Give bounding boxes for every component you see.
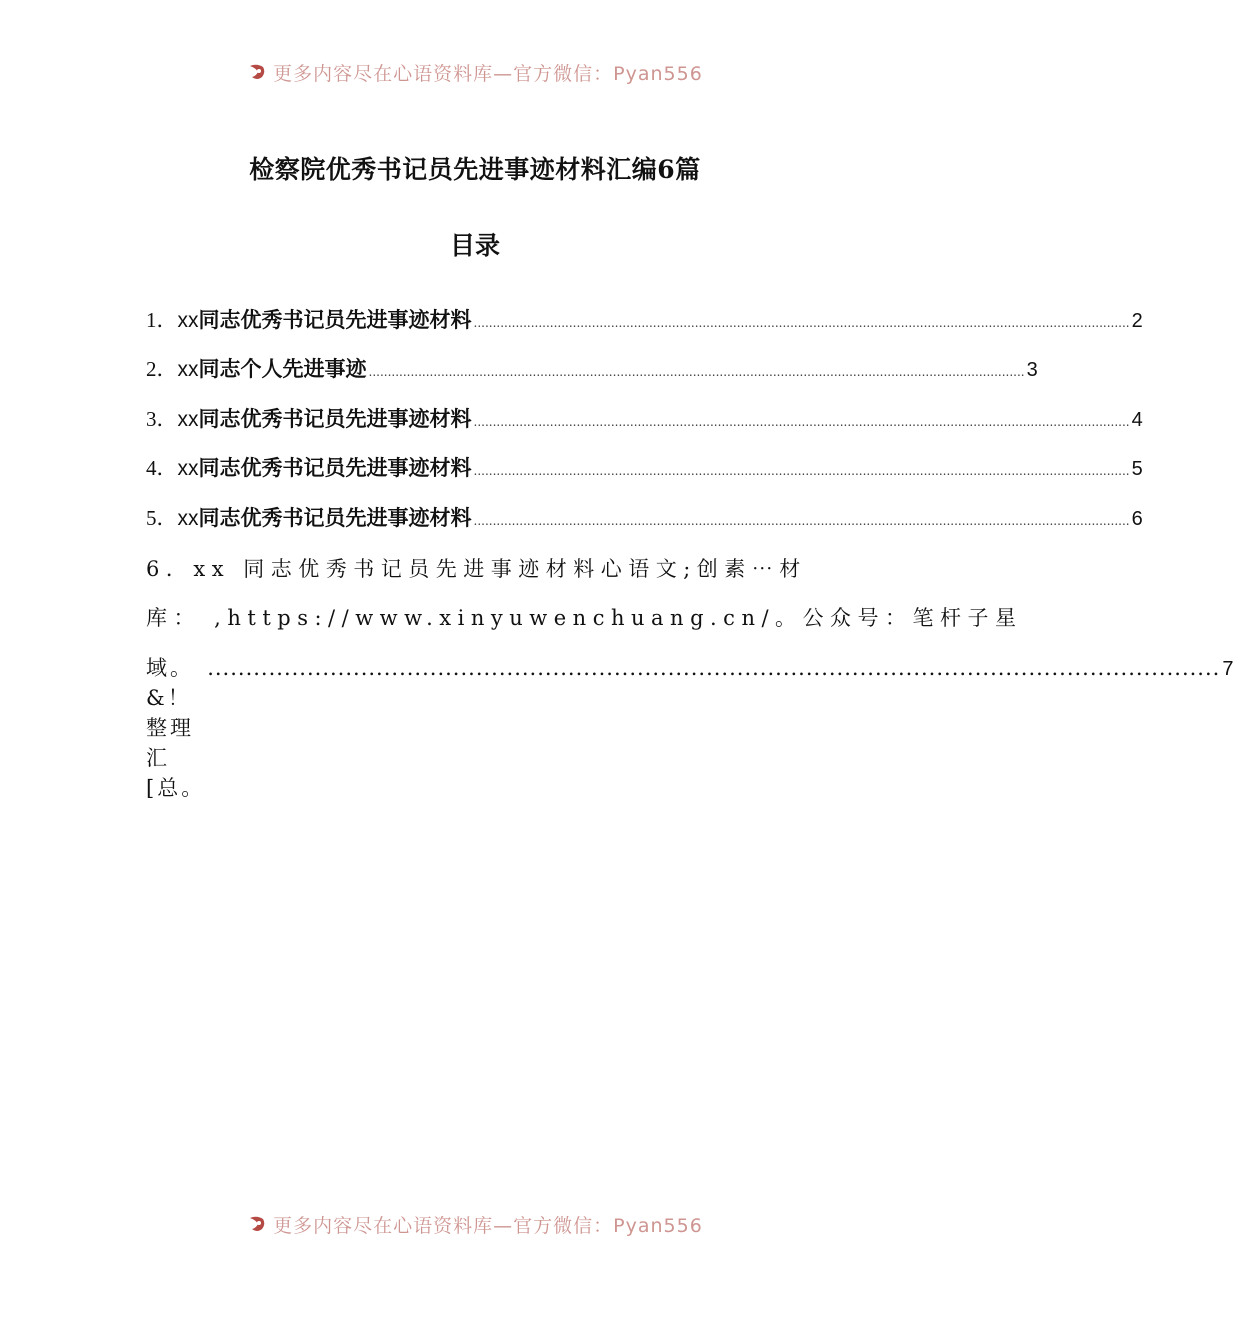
toc-entry-page: 6 — [1131, 508, 1143, 530]
toc-entry-page: 3 — [1026, 359, 1038, 381]
toc-entry-6-line-1[interactable] — [146, 554, 807, 584]
toc-entry-number: 1． — [146, 308, 178, 332]
toc-entry-2[interactable] — [146, 354, 1038, 384]
toc-entry-number: 2． — [146, 357, 178, 381]
toc-entry-4[interactable] — [146, 453, 1143, 483]
toc-leader-dots: ............................................................................................................................................................................ — [368, 365, 1025, 379]
toc-leader-dots: ............................................................................................................................................................................ — [473, 464, 1130, 478]
toc-entry-prefix: xx — [177, 309, 199, 332]
toc-entry-prefix: xx — [177, 408, 199, 431]
header-watermark-text: 更多内容尽在心语资料库—官方微信：Pyan556 — [273, 62, 703, 85]
toc-entry-1[interactable] — [146, 305, 1143, 335]
document-title: 检察院优秀书记员先进事迹材料汇编6篇 — [249, 155, 701, 184]
toc-leader-dots: ............................................................................................................................................................................ — [473, 514, 1130, 528]
toc-entry-number: 3． — [146, 407, 178, 431]
toc-entry-number: 5． — [146, 506, 178, 530]
toc-leader-dots: ............................................................................................................................................................................ — [473, 415, 1130, 429]
toc-entry-3[interactable] — [146, 404, 1143, 434]
footer-watermark — [0, 1212, 950, 1236]
toc-entry-text: 同志个人先进事迹 — [198, 356, 367, 381]
toc-entry-page: 7 — [1222, 658, 1233, 680]
toc-entry-page: 4 — [1131, 409, 1143, 431]
toc-entry-6-text-3: 域。&！整理汇[总。 — [146, 656, 206, 800]
toc-entry-prefix: xx — [177, 358, 199, 381]
toc-entry-text: 同志优秀书记员先进事迹材料 — [198, 406, 472, 431]
toc-entry-page: 2 — [1131, 310, 1143, 332]
toc-leader-dots: .................................................................................................................................... — [207, 656, 1221, 680]
toc-entry-6-text-1: 6．xx 同志优秀书记员先进事迹材料心语文;创素⋯材 — [146, 557, 807, 581]
toc-entry-5[interactable] — [146, 503, 1143, 533]
toc-leader-dots: ............................................................................................................................................................................ — [473, 316, 1130, 330]
footer-watermark-text: 更多内容尽在心语资料库—官方微信：Pyan556 — [273, 1214, 703, 1237]
toc-entry-page: 5 — [1131, 458, 1143, 480]
toc-entry-6-line-2[interactable] — [146, 603, 1023, 633]
toc-entry-text: 同志优秀书记员先进事迹材料 — [198, 307, 472, 332]
toc-entry-6-text-2: 库： ,https://www.xinyuwenchuang.cn/。公众号：笔杆子星 — [146, 606, 1023, 630]
logo-icon — [247, 1214, 267, 1234]
toc-entry-text: 同志优秀书记员先进事迹材料 — [198, 505, 472, 530]
toc-entry-prefix: xx — [177, 507, 199, 530]
toc-heading: 目录 — [449, 231, 500, 260]
toc-entry-number: 4． — [146, 456, 178, 480]
toc-entry-6-line-3[interactable] — [146, 653, 1233, 803]
logo-icon — [247, 62, 267, 82]
header-watermark — [0, 60, 950, 84]
toc-entry-text: 同志优秀书记员先进事迹材料 — [198, 455, 472, 480]
toc-entry-prefix: xx — [177, 457, 199, 480]
